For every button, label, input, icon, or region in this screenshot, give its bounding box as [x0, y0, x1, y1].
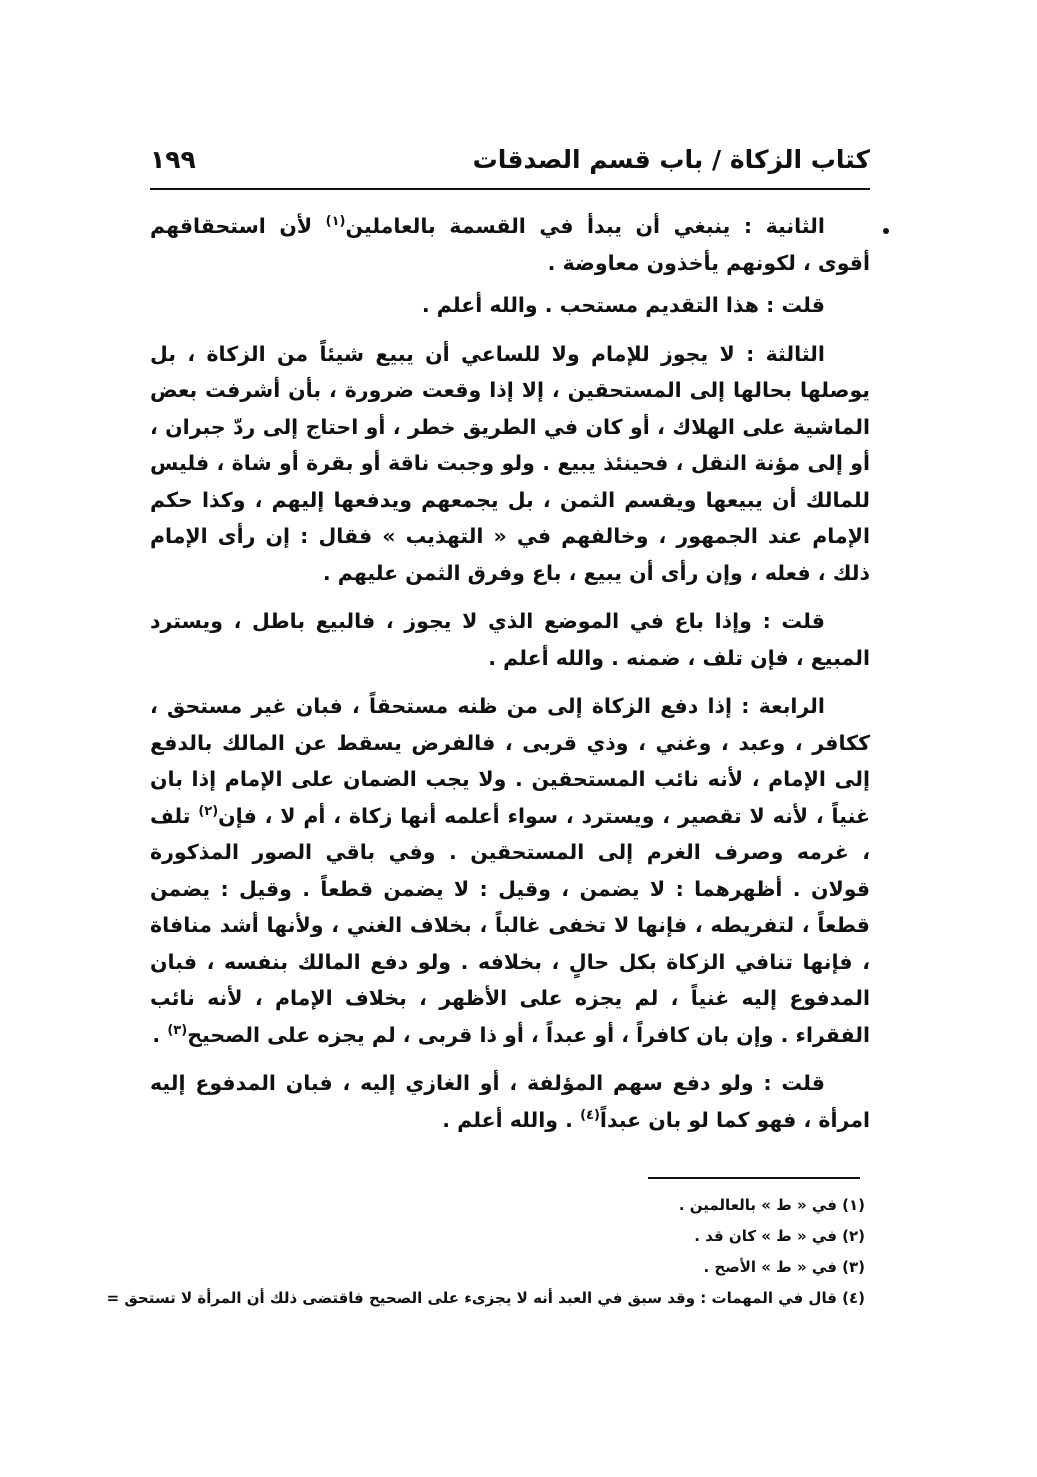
paragraph-text: .	[152, 1022, 168, 1047]
page-number: ١٩٩	[150, 145, 196, 174]
paragraph-text: إذا دفع الزكاة إلى من ظنه مستحقاً ، فبان غير مستحق ، ككافر ، وعبد ، وغني ، وذي قربى ، فالفرض يسقط عن المالك بالدفع إلى الإمام ، لأنه نائب المستحقين . ولا يجب الضمان على الإمام إذا بان غنياً ، لأنه لا تقصير ، ويسترد ، سواء أعلمه أنها زكاة ، أم لا ، فإن	[150, 694, 870, 828]
paragraph-text: لأن استحقاقهم أقوى ، لكونهم يأخذون معاوضة .	[150, 214, 870, 275]
footnote-mark-1: (١)	[325, 214, 346, 230]
paragraph-lead: قلت :	[762, 609, 825, 633]
paragraph-lead: قلت :	[766, 293, 825, 317]
header-rule	[150, 188, 870, 190]
footnote-3: (٣) في « ط » الأصح .	[703, 1258, 865, 1276]
paragraph-note-2	[150, 603, 870, 676]
paragraph-text: ولو دفع سهم المؤلفة ، أو الغازي إليه ، فبان المدفوع إليه امرأة ، فهو كما لو بان عبداً	[150, 1071, 870, 1132]
paragraph-lead: الثانية :	[743, 214, 825, 238]
paragraph-text: . والله أعلم .	[442, 1107, 581, 1132]
paragraph-text: تلف ، غرمه وصرف الغرم إلى المستحقين . وفي باقي الصور المذكورة قولان . أظهرهما : لا يضمن ، وقيل : لا يضمن قطعاً . وقيل : يضمن قطعاً ، لتفريطه ، فإنها لا تخفى غالباً ، بخلاف الغني ، ولأنها أشد منافاة ، فإنها تنافي الزكاة بكل حالٍ ، بخلافه . ولو دفع المالك بنفسه ، فبان المدفوع إليه غنياً ، لم يجزه على الأظهر ، بخلاف الإمام ، لأنه نائب الفقراء . وإن بان كافراً ، أو عبداً ، أو ذا قربى ، لم يجزه على الصحيح	[150, 803, 870, 1047]
footnote-1: (١) في « ط » بالعالمين .	[678, 1196, 865, 1214]
footnote-mark-3: (٣)	[167, 1022, 188, 1038]
margin-dot	[883, 228, 889, 234]
footnote-mark-4: (٤)	[580, 1107, 600, 1123]
header-title: كتاب الزكاة / باب قسم الصدقات	[472, 145, 870, 174]
footnote-4: (٤) قال في المهمات : وقد سبق في العبد أنه لا يجزىء على الصحيح فاقتضى ذلك أن المرأة لا تستحق =	[106, 1289, 865, 1307]
footnote-rule	[648, 1177, 860, 1179]
paragraph-note-3	[150, 1065, 870, 1138]
paragraph-text: ينبغي أن يبدأ في القسمة بالعاملين	[345, 214, 744, 238]
running-header	[150, 140, 870, 184]
main-text	[150, 208, 870, 1144]
footnote-mark-2: (٢)	[198, 803, 219, 819]
paragraph-lead: الرابعة :	[741, 694, 825, 718]
paragraph-note-1	[150, 287, 870, 324]
paragraph-lead: قلت :	[763, 1071, 825, 1095]
paragraph-text: هذا التقديم مستحب . والله أعلم .	[421, 293, 767, 317]
footnote-2: (٢) في « ط » كان قد .	[694, 1227, 865, 1245]
footnotes	[106, 1190, 865, 1314]
paragraph-third	[150, 336, 870, 592]
paragraph-fourth	[150, 688, 870, 1053]
paragraph-lead: الثالثة :	[746, 341, 825, 366]
paragraph-second	[150, 208, 870, 281]
paragraph-text: لا يجوز للإمام ولا للساعي أن يبيع شيئاً من الزكاة ، بل يوصلها بحالها إلى المستحقين ، إلا إذا وقعت ضرورة ، بأن أشرفت بعض الماشية على الهلاك ، أو كان في الطريق خطر ، أو احتاج إلى ردّ جبران ، أو إلى مؤنة النقل ، فحينئذ يبيع . ولو وجبت ناقة أو بقرة أو شاة ، فليس للمالك أن يبيعها ويقسم الثمن ، بل يجمعهم ويدفعها إليهم ، وكذا حكم الإمام عند الجمهور ، وخالفهم في « التهذيب » فقال : إن رأى الإمام ذلك ، فعله ، وإن رأى أن يبيع ، باع وفرق الثمن عليهم .	[150, 341, 870, 585]
paragraph-text: وإذا باع في الموضع الذي لا يجوز ، فالبيع باطل ، ويسترد المبيع ، فإن تلف ، ضمنه . والله أعلم .	[150, 609, 870, 670]
